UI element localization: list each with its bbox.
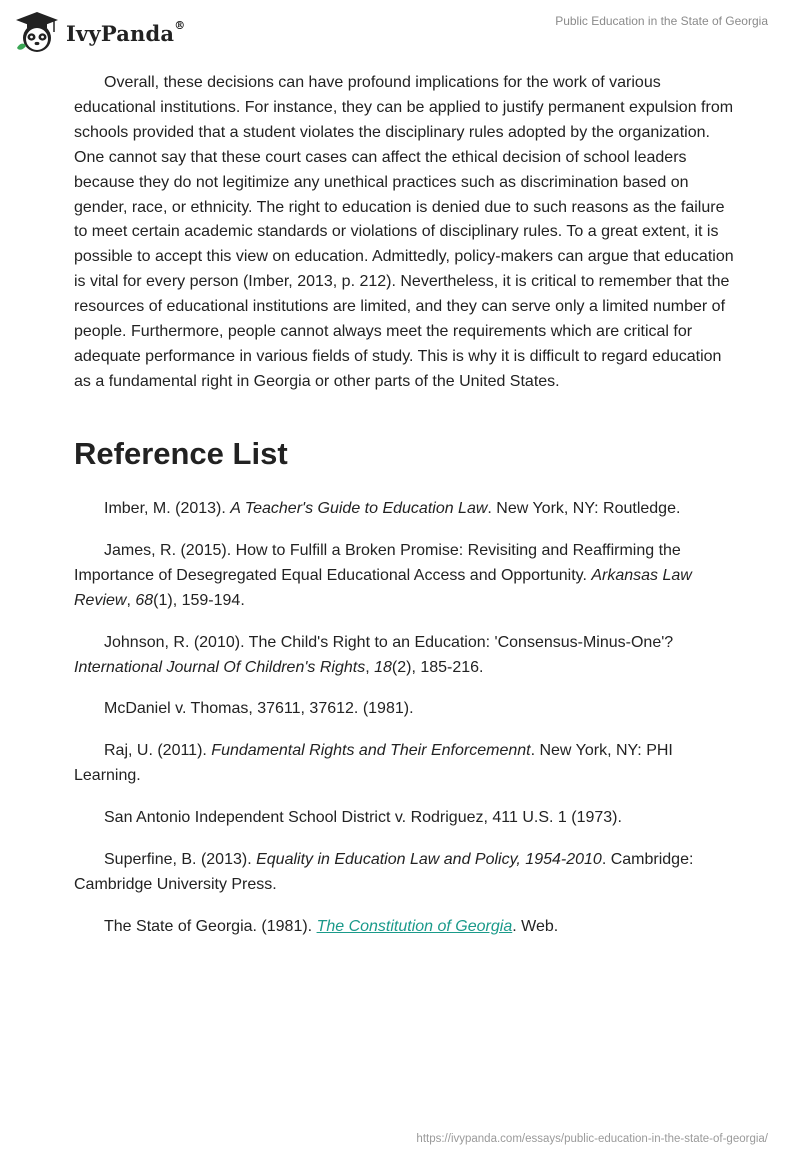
ref-text: Imber, M. (2013). [104,500,231,517]
ref-text: San Antonio Independent School District v. Rodriguez, 411 U.S. 1 (1973). [104,809,622,827]
ref-text: Superfine, B. (2013). [104,851,257,869]
ref-title: Equality in Education Law and Policy, 1954-2010 [256,851,602,869]
ref-text: . Cambridge: Cambridge University Press. [74,851,694,893]
ref-text: . Web. [512,917,559,935]
constitution-link[interactable] [317,918,513,935]
ref-title: Fundamental Rights and Their Enforcemennt [211,742,531,760]
reference-item [74,806,734,831]
ref-text: , [126,591,136,609]
registered-mark: ® [174,18,186,32]
page-header [0,0,800,70]
ref-volume: 18 [374,658,392,676]
body-paragraph: Overall, these decisions can have profound implications for the work of various educational institutions. For instance, they can be applied to justify permanent expulsion from schools provided that a student violates the disciplinary rules adopted by the organization. One cannot say that these court cases can affect the ethical decision of school leaders because they do not legitimize any unethical practices such as discrimination based on gender, race, or ethnicity. The right to education is denied due to such reasons as the failure to meet certain academic standards or violations of disciplinary rules. To a great extent, it is possible to accept this view on education. Admittedly, policy-makers can argue that education is vital for every person (Imber, 2013, p. 212). Nevertheless, it is critical to remember that the resources of educational institutions are limited, and they can serve only a limited number of people. Furthermore, people cannot always meet the requirements which are critical for adequate performance in various fields of study. This is why it is difficult to regard education as a fundamental right in Georgia or other parts of the United States. [74,74,734,390]
ref-text: . New York, NY: PHI Learning. [74,742,673,785]
ref-text: Johnson, R. (2010). The Child's Right to an Education: 'Consensus-Minus-One'? [104,633,674,651]
document-title: Public Education in the State of Georgia [555,14,768,28]
ref-text: McDaniel v. Thomas, 37611, 37612. (1981). [104,700,414,718]
ref-text: , [365,658,375,676]
ref-volume: 68 [135,591,154,609]
ref-journal: Arkansas Law Review [74,566,692,609]
footer-url: https://ivypanda.com/essays/public-education-in-the-state-of-georgia/ [416,1133,768,1145]
logo[interactable] [14,8,185,58]
constitution-link-text: The Constitution of Georgia [316,917,513,935]
brand-name [66,18,186,46]
reference-item [74,497,734,522]
reference-item [74,539,734,614]
brand-name-text: IvyPanda [66,20,175,46]
ref-title: A Teacher's Guide to Education Law [230,500,488,517]
reference-item [74,848,734,898]
essay-body [74,71,734,395]
ref-text: James, R. (2015). How to Fulfill a Broken Promise: Revisiting and Reaffirming the Importance of Desegregated Equal Educational Access and Opportunity. [74,541,681,584]
ref-text: Raj, U. (2011). [104,742,212,760]
ref-text: (1), 159-194. [153,591,245,609]
reference-list [74,497,734,957]
reference-item [74,739,734,789]
ref-text: . New York, NY: Routledge. [487,500,681,517]
reference-item [74,697,734,722]
reference-item [74,915,734,940]
ref-text: (2), 185-216. [391,658,484,676]
reference-list-heading: Reference List [74,436,288,471]
ref-journal: International Journal Of Children's Rights [74,658,366,676]
reference-item [74,631,734,681]
panda-logo-icon [14,10,60,56]
ref-text: The State of Georgia. (1981). [104,917,317,935]
